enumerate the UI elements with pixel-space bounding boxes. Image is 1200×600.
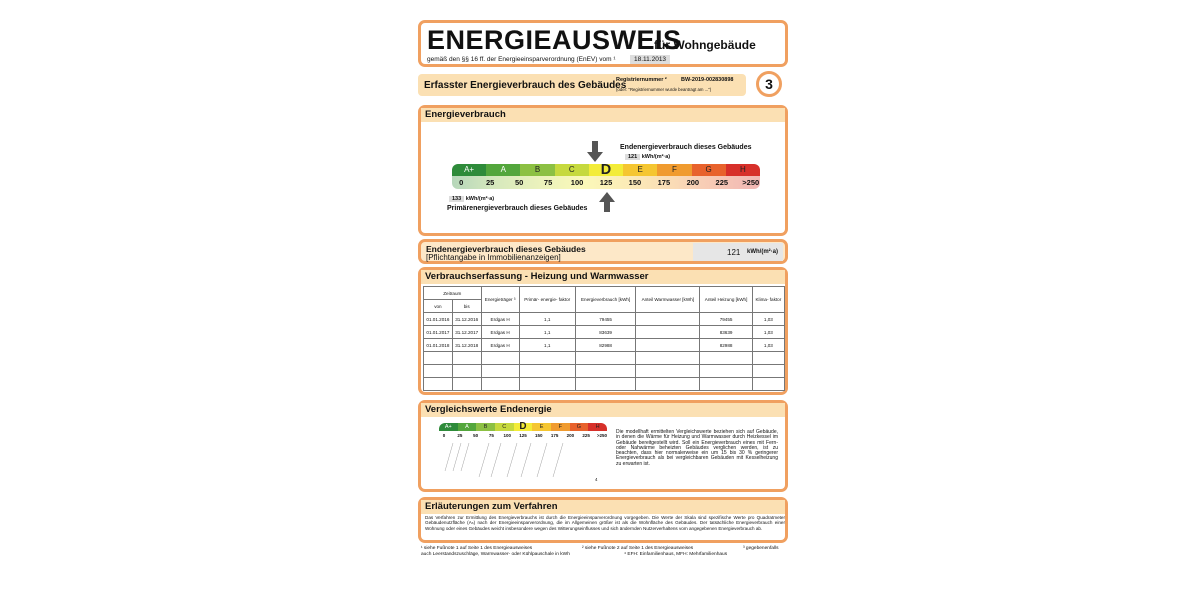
cell-empty — [519, 378, 575, 391]
end-energy-unit: kWh/(m²·a) — [641, 154, 671, 160]
cell-from: 01.01.2018 — [424, 339, 453, 352]
cell-empty — [481, 378, 519, 391]
cell-empty — [752, 352, 784, 365]
footnote-4: ⁴ EFH: Einfamilienhaus, MFH: Mehrfamilienhaus — [624, 552, 728, 557]
table-row-empty — [424, 352, 785, 365]
cell-heating: 83639 — [700, 326, 752, 339]
scale-tick: 125 — [599, 178, 613, 187]
table-row-empty — [424, 365, 785, 378]
comparison-text: Die modellhaft ermittelten Vergleichswerte beziehen sich auf Gebäude, in denen die Wärme für Heizung und Warmwasser durch Heizkessel im Gebäude bereitgestellt wird. Soll ein Energieverbrauch eines mit Fern- oder Nahwärme beheizten Gebäudes verglichen werden, ist zu beachten, dass hier normalerweise ein um 15 bis 30 % geringerer Energieverbrauch als bei vergleichbaren Gebäuden mit Kesselheizung zu erwarten ist. — [616, 429, 778, 467]
scale-tick: 125 — [519, 433, 527, 438]
energy-consumption-box — [418, 105, 788, 236]
scale-class-d: D — [514, 423, 533, 431]
scale-tick: 0 — [442, 433, 446, 438]
primary-energy-value: 133 — [449, 196, 464, 202]
regulation-date: 18.11.2013 — [630, 55, 670, 64]
arrow-down-icon — [587, 141, 603, 163]
col-period: Zeitraum — [424, 287, 482, 300]
cell-empty — [424, 378, 453, 391]
cell-to: 31.12.2016 — [452, 313, 481, 326]
col-consumption: Energieverbrauch [kWh] — [575, 287, 635, 313]
scale-tick: 25 — [457, 433, 463, 438]
cell-empty — [452, 378, 481, 391]
footnote-1: ¹ siehe Fußnote 1 auf Seite 1 des Energieausweises — [421, 546, 533, 551]
cell-empty — [424, 365, 453, 378]
end-energy-value: 121 — [625, 154, 640, 160]
cell-factor: 1,1 — [519, 339, 575, 352]
cell-empty — [700, 365, 752, 378]
scale-class-g: G — [692, 164, 726, 176]
section-title-comparison: Vergleichswerte Endenergie — [425, 404, 552, 415]
cell-empty — [481, 352, 519, 365]
scale-class-c: C — [555, 164, 589, 176]
primary-energy-label: Primärenergieverbrauch dieses Gebäudes — [447, 205, 588, 212]
scale-class-aplus: A+ — [452, 164, 486, 176]
cell-empty — [452, 365, 481, 378]
cell-empty — [575, 378, 635, 391]
consumption-table-body — [424, 313, 785, 391]
scale-tick: 175 — [657, 178, 671, 187]
registration-label: Registriernummer ² — [616, 77, 667, 83]
cell-carrier: Erdgas H — [481, 313, 519, 326]
scale-tick: 175 — [550, 433, 559, 438]
cell-climate: 1,03 — [752, 339, 784, 352]
scale-class-a: A — [458, 423, 477, 431]
scale-tick: 50 — [514, 178, 524, 187]
consumption-table — [423, 286, 785, 391]
explanation-text: Das Verfahren zur Ermittlung des Energieverbrauchs ist durch die Energieeinsparverordnung vorgegeben. Die Werte der Skala sind spezifische Werte pro Quadratmeter Gebäudenutzfläche (Aₙ) nach der Energieeinsparverordnung, die im Allgemeinen größer ist als die Wohnfläche des Gebäudes. Der tatsächliche Energieverbrauch einer Wohnung oder eines Gebäudes weicht insbesondere wegen des Witterungseinflusses und sich ändernden Nutzerverhaltens vom angegebenen Energieverbrauch ab. — [425, 515, 785, 531]
cell-from: 01.01.2017 — [424, 326, 453, 339]
section-header — [421, 403, 785, 417]
scale-tick: 225 — [582, 433, 590, 438]
footnote-1b: auch Leerstandszuschläge, Warmwasser- oder Kühlpauschale in kWh — [421, 552, 570, 557]
scale-tick: 100 — [570, 178, 584, 187]
arrow-up-icon — [599, 192, 615, 212]
scale-tick: 200 — [686, 178, 700, 187]
footnote-2: ² siehe Fußnote 2 auf Seite 1 des Energieausweises — [582, 546, 694, 551]
cell-climate: 1,03 — [752, 313, 784, 326]
cell-consumption: 79455 — [575, 313, 635, 326]
document-subtitle: für Wohngebäude — [654, 38, 756, 52]
scale-class-c: C — [495, 423, 514, 431]
cell-heating: 82988 — [700, 339, 752, 352]
section-header — [421, 108, 785, 122]
scale-tick: 0 — [459, 178, 464, 187]
section-header — [421, 500, 785, 514]
end-energy-value-row — [625, 154, 670, 160]
table-row — [424, 313, 785, 326]
scale-tick: 200 — [566, 433, 575, 438]
comparison-footnote-mark: 4 — [595, 477, 598, 482]
cell-carrier: Erdgas H — [481, 339, 519, 352]
reference-building-labels — [439, 441, 609, 481]
scale-tick: >250 — [596, 433, 608, 438]
scale-class-h: H — [726, 164, 760, 176]
primary-energy-value-row — [449, 196, 494, 202]
cell-empty — [519, 365, 575, 378]
scale-tick: 100 — [503, 433, 511, 438]
cell-empty — [636, 378, 700, 391]
cell-empty — [575, 365, 635, 378]
consumption-record-box — [418, 267, 788, 395]
cell-empty — [700, 352, 752, 365]
cell-to: 31.12.2017 — [452, 326, 481, 339]
scale-tick: 75 — [488, 433, 494, 438]
table-row-empty — [424, 378, 785, 391]
scale-tick: 150 — [535, 433, 543, 438]
cell-empty — [575, 352, 635, 365]
energy-scale — [452, 164, 760, 176]
cell-empty — [424, 352, 453, 365]
section-title-record: Verbrauchserfassung - Heizung und Warmwasser — [425, 271, 649, 282]
table-row — [424, 339, 785, 352]
primary-energy-unit: kWh/(m²·a) — [465, 196, 495, 202]
mandatory-info-box — [418, 239, 788, 264]
mandatory-line1: Endenergieverbrauch dieses Gebäudes — [426, 244, 586, 254]
col-heating: Anteil Heizung [kWh] — [700, 287, 752, 313]
section-title-explanation: Erläuterungen zum Verfahren — [425, 501, 558, 512]
cell-to: 31.12.2018 — [452, 339, 481, 352]
energy-scale-ticks — [452, 178, 760, 188]
section-title-consumption: Energieverbrauch — [425, 109, 506, 120]
section-header — [421, 270, 785, 284]
cell-empty — [452, 352, 481, 365]
comparison-box — [418, 400, 788, 492]
scale-tick: 150 — [628, 178, 642, 187]
comparison-scale-ticks — [439, 433, 607, 441]
footnote-3: ³ gegebenenfalls — [743, 546, 779, 551]
cell-factor: 1,1 — [519, 313, 575, 326]
cell-consumption: 83639 — [575, 326, 635, 339]
mandatory-value-box — [693, 243, 783, 261]
mandatory-value: 121 — [727, 248, 741, 257]
scale-class-b: B — [520, 164, 554, 176]
section-title-recorded: Erfasster Energieverbrauch des Gebäudes — [424, 80, 627, 91]
cell-climate: 1,03 — [752, 326, 784, 339]
energy-certificate-page — [415, 18, 795, 563]
legal-basis: gemäß den §§ 16 ff. der Energieeinsparverordnung (EnEV) vom ¹ — [427, 56, 616, 63]
cell-factor: 1,1 — [519, 326, 575, 339]
col-from: von — [424, 300, 453, 313]
cell-empty — [636, 352, 700, 365]
scale-class-g: G — [570, 423, 589, 431]
col-to: bis — [452, 300, 481, 313]
scale-class-f: F — [657, 164, 691, 176]
col-hot-water: Anteil Warmwasser [kWh] — [636, 287, 700, 313]
cell-empty — [519, 352, 575, 365]
cell-hot-water — [636, 326, 700, 339]
col-climate: Klima- faktor — [752, 287, 784, 313]
col-primary-factor: Primär- energie- faktor — [519, 287, 575, 313]
scale-tick: 50 — [473, 433, 479, 438]
registration-note: (oder: "Registriernummer wurde beantragt am ...") — [616, 87, 712, 92]
scale-tick: 225 — [715, 178, 729, 187]
table-row — [424, 326, 785, 339]
scale-class-e: E — [623, 164, 657, 176]
cell-empty — [481, 365, 519, 378]
scale-tick: 25 — [486, 178, 495, 187]
registration-number: BW-2019-002830898 — [681, 77, 734, 83]
cell-empty — [752, 365, 784, 378]
cell-consumption: 82988 — [575, 339, 635, 352]
registration-bar — [418, 74, 746, 96]
explanation-box — [418, 497, 788, 543]
page-number: 3 — [756, 71, 782, 97]
scale-class-aplus: A+ — [439, 423, 458, 431]
cell-empty — [752, 378, 784, 391]
scale-tick: >250 — [742, 178, 760, 187]
cell-hot-water — [636, 313, 700, 326]
scale-class-d: D — [589, 164, 623, 176]
comparison-scale — [439, 423, 607, 431]
scale-class-a: A — [486, 164, 520, 176]
cell-from: 01.01.2016 — [424, 313, 453, 326]
end-energy-label: Endenergieverbrauch dieses Gebäudes — [620, 144, 752, 151]
cell-carrier: Erdgas H — [481, 326, 519, 339]
col-carrier: Energieträger ³ — [481, 287, 519, 313]
scale-class-b: B — [476, 423, 495, 431]
cell-heating: 79455 — [700, 313, 752, 326]
cell-hot-water — [636, 339, 700, 352]
scale-class-f: F — [551, 423, 570, 431]
mandatory-unit: kWh/(m²·a) — [747, 249, 778, 255]
cell-empty — [636, 365, 700, 378]
header-box — [418, 20, 788, 67]
scale-class-h: H — [588, 423, 607, 431]
mandatory-line2: [Pflichtangabe in Immobilienanzeigen] — [426, 253, 561, 262]
scale-class-e: E — [532, 423, 551, 431]
cell-empty — [700, 378, 752, 391]
document-title: ENERGIEAUSWEIS — [427, 25, 682, 55]
scale-tick: 75 — [543, 178, 553, 187]
